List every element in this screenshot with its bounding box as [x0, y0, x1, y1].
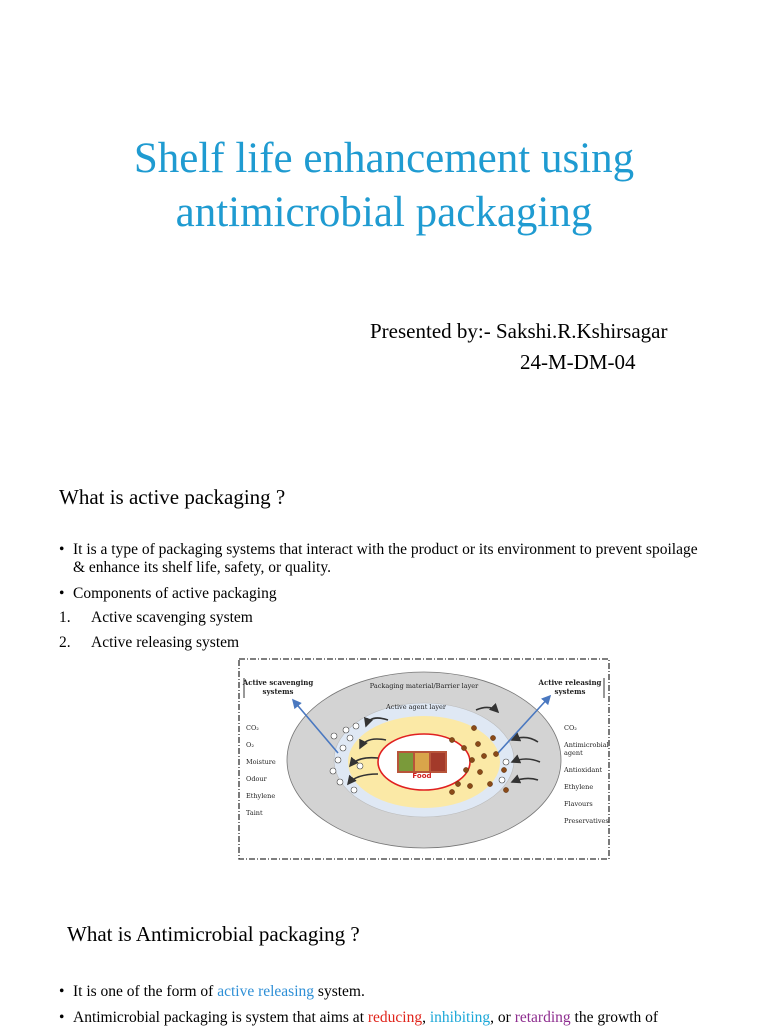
right-item-co2: CO₂	[564, 724, 577, 732]
food-image-part	[415, 753, 429, 771]
numbered-list-components	[59, 609, 359, 659]
section-heading-antimicrobial: What is Antimicrobial packaging ?	[67, 922, 360, 946]
right-title-1: Active releasing	[538, 678, 602, 687]
active-packaging-diagram	[238, 658, 610, 860]
left-item-o2: O₂	[246, 741, 254, 749]
diagram-svg	[238, 658, 610, 860]
right-item-antimicrobial: Antimicrobial	[564, 741, 609, 749]
left-item-moisture: Moisture	[246, 758, 276, 766]
bullet-item: • Antimicrobial packaging is system that aims at reducing, inhibiting, or retarding the growth of	[59, 1009, 739, 1027]
right-item-flavours: Flavours	[564, 800, 593, 808]
bullet-list-active-packaging	[59, 541, 699, 611]
highlight-retarding: retarding	[514, 1009, 571, 1026]
left-item-odour: Odour	[246, 775, 267, 783]
title-line-1: Shelf life enhancement using	[133, 135, 635, 182]
left-item-co2: CO₂	[246, 724, 259, 732]
right-item-agent: agent	[564, 749, 583, 757]
presenter-code: 24-M-DM-04	[520, 350, 636, 374]
right-item-preservatives: Preservatives	[564, 817, 609, 825]
title-line-2: antimicrobial packaging	[175, 189, 593, 236]
food-label: Food	[412, 772, 432, 780]
numbered-item: 1. Active scavenging system	[59, 609, 253, 626]
highlight-inhibiting: inhibiting	[429, 1009, 491, 1026]
presenter-label: Presented by:- Sakshi.R.Kshirsagar	[370, 319, 668, 343]
presenter-block	[370, 316, 667, 378]
food-image-part	[399, 753, 413, 771]
right-title-2: systems	[554, 687, 586, 696]
right-item-antioxidant: Antioxidant	[564, 766, 603, 774]
highlight-active-releasing: active releasing	[217, 983, 315, 1000]
slide-title	[0, 132, 768, 240]
numbered-item: 2. Active releasing system	[59, 634, 240, 651]
food-image-part	[431, 753, 445, 771]
left-item-ethylene: Ethylene	[246, 792, 276, 800]
left-title-2: systems	[262, 687, 294, 696]
highlight-reducing: reducing	[367, 1009, 423, 1026]
bullet-item: • It is a type of packaging systems that interact with the product or its environment to prevent spoilage & enhance its shelf life, safety, or quality.	[59, 541, 699, 577]
barrier-label: Packaging material/Barrier layer	[369, 682, 479, 690]
right-item-ethylene: Ethylene	[564, 783, 594, 791]
bullet-item: • It is one of the form of active releasing system.	[59, 983, 739, 1001]
bullet-item: • Components of active packaging	[59, 585, 699, 603]
agent-label: Active agent layer	[386, 703, 446, 711]
left-item-taint: Taint	[246, 809, 263, 817]
bullet-list-antimicrobial	[59, 983, 739, 1035]
left-title-1: Active scavenging	[242, 678, 314, 687]
section-heading-active-packaging: What is active packaging ?	[59, 485, 286, 509]
